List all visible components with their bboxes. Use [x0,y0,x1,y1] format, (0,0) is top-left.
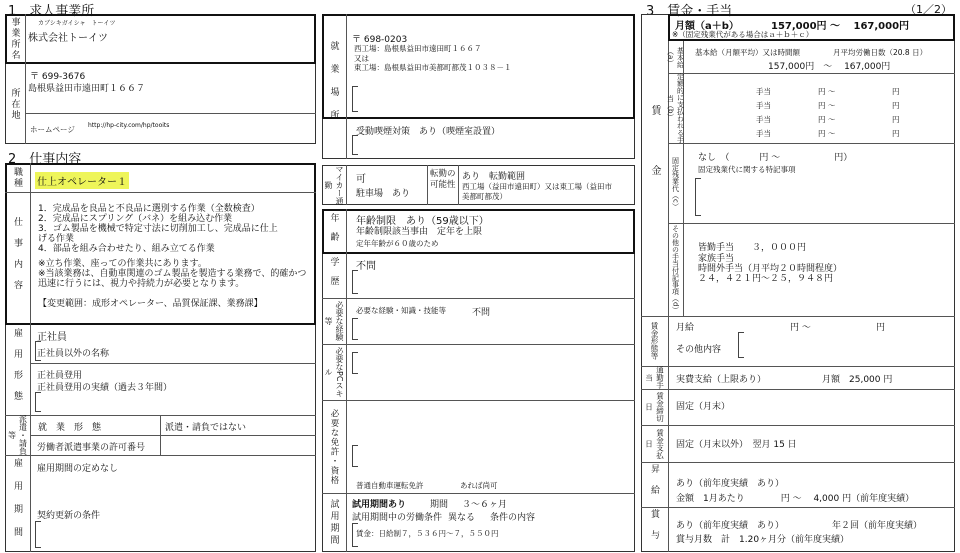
trial-content-label: 条件の内容 [490,513,536,523]
age-basis: 年齢制限該当事由 定年を上限 [356,227,483,237]
commute-max: 月額 25,000 円 [822,375,893,385]
regular-hire-record: 正社員登用の実績（過去３年間） [37,383,173,393]
fixed-allowance-label: 定額的に支払われる手当（b） [666,73,685,143]
occupation-label: 職種 [12,166,22,189]
job-item-3: 3．ゴム製品を機械で特定寸法に切削加工し、完成品に仕上 [38,224,278,234]
section-title-3: 3 賃金・手当 [646,4,733,19]
allowance-2: 手当 [756,101,771,110]
license-label: 必要な免許・資格 [329,408,339,485]
dispatch-form-label: 就 業 形 態 [38,423,102,433]
other-allowance-1: 皆勤手当 ３，０００円 [698,243,807,253]
trial-condition: 試用期間中の労働条件 [352,513,443,523]
wage-form-other: その他内容 [676,345,722,355]
job-note-2: ※当該業務は、自動車関連のゴム製品を製造する業務で、的確かつ [38,269,307,279]
base-amount: 157,000円 ～ 167,000円 [768,62,891,72]
wage-side-label: 賃金 [649,105,660,225]
monthly-label: 月額（a＋b） [675,21,739,32]
workplace-label: 就業場所 [328,40,339,133]
allowance-4-yen2: 円 [892,129,900,138]
workplace-line-2: 又は [354,54,369,63]
workplace-line-3: 東工場：島根県益田市美都町都茂１０３８－１ [354,63,512,72]
trial-value: 試用期間あり [352,500,407,510]
section-title-1: 1 求人事業所 [8,4,95,19]
closing-label: 賃金締切日 [644,392,665,422]
allowance-4: 手当 [756,129,771,138]
age-reason: 定年年齢が６０歳のため [356,239,439,248]
job-item-3b: げる作業 [38,234,75,244]
fixed-overtime-note: 固定残業代に関する特記事項 [698,165,796,174]
employment-other-name: 正社員以外の名称 [37,349,110,359]
dispatch-label: 派遣・請負等 [7,415,28,455]
period-value: 雇用期間の定めなし [37,464,119,474]
education-value: 不問 [356,261,376,272]
office-zip: 〒 699-3676 [30,72,86,82]
wage-form-yen: 円 ～ [790,323,811,333]
fixed-overtime-label: 固定残業代（c） [671,156,680,210]
renew-condition: 契約更新の条件 [37,511,101,521]
allowance-3: 手当 [756,115,771,124]
allowance-2-yen2: 円 [892,101,900,110]
trial-period-label: 期間 [430,500,449,510]
office-kana: カブシキガイシャ トーイツ [38,20,116,27]
mycar-label: マイカー通勤 [324,165,344,205]
page-number: （1／2） [905,3,952,16]
education-label: 学歴 [328,257,339,295]
workplace-zip: 〒 698-0203 [352,35,408,45]
experience-value: 不問 [472,308,491,318]
experience-heading: 必要な経験・知識・技能等 [356,306,446,315]
raise-label: 昇給 [649,463,659,506]
office-address: 島根県益田市遠田町１６６７ [28,84,146,94]
fixed-overtime-value: なし （ 円 ～ 円） [698,153,853,163]
address-label: 所在地 [9,87,20,121]
payday-label: 賃金支払日 [644,428,665,459]
monthly-amount: 157,000円 ～ 167,000円 [771,21,910,32]
homepage-link[interactable]: http://hp-city.com/hp/tooits [88,122,170,129]
homepage-label: ホームページ [30,125,75,134]
allowance-3-yen2: 円 [892,115,900,124]
experience-label: 必要な経験等 [324,301,344,341]
monthly-note: ※（固定残業代がある場合はａ＋ｂ＋ｃ） [672,30,814,39]
dispatch-permit: 労働者派遣事業の許可番号 [37,443,146,453]
trial-period: ３～６ヶ月 [462,500,508,510]
office-name-label: 事業所名 [9,17,20,61]
allowance-1: 手当 [756,87,771,96]
other-allowance-2: 家族手当 [698,254,735,264]
work-days-label: 月平均労働日数（20.8 日） [833,48,928,57]
raise-value: あり（前年度実績 あり） [676,479,785,489]
basic-label: 基本給（a） [666,46,685,68]
section-title-2: 2 仕事内容 [8,152,82,167]
smoking-policy: 受動喫煙対策 あり（喫煙室設置） [356,127,501,137]
job-title: 仕上オペレーター１ [35,172,129,189]
age-label: 年齢 [328,212,339,251]
pc-skill-label: 必要なPCスキル [324,346,344,398]
other-allowance-label: その他の手当付記事項（d） [671,225,680,314]
bonus-months: 賞与月数 計 1.20ヶ月分（前年度実績） [676,535,850,545]
allowance-3-yen: 円 ～ [818,115,836,124]
wage-form: 月給 [676,323,695,333]
job-item-1: 1．完成品を良品と不良品に選別する作業（全数検査） [38,204,260,214]
allowance-2-yen: 円 ～ [818,101,836,110]
commute-value: 実費支給（上限あり） [676,375,767,385]
license-requirement: あれば尚可 [460,481,498,490]
other-allowance-3: 時間外手当（月平均２０時間程度） [698,264,843,274]
regular-hire: 正社員登用 [37,371,83,381]
raise-amount: 金額 1月あたり 円 ～ 4,000 円（前年度実績） [676,494,915,504]
trial-wage: 賃金：日給制７，５３６円～７，５５０円 [356,529,499,538]
license-value: 普通自動車運転免許 [356,481,424,490]
period-label: 雇用期間 [12,457,22,550]
mycar-value: 可 [356,174,366,185]
workplace-line-1: 西工場：島根県益田市遠田町１６６７ [354,44,482,53]
bonus-label: 賞与 [649,508,659,551]
bonus-times: 年２回（前年度実績） [832,521,923,531]
parking: 駐車場 あり [356,189,411,199]
transfer-label: 転勤の可能性 [430,169,456,190]
job-item-4: 4．部品を組み合わせたり、組み立てる作業 [38,244,215,254]
job-item-2: 2．完成品にスプリング（バネ）を組み込む作業 [38,214,233,224]
job-note-1: ※立ち作業、座っての作業共にあります。 [38,259,207,269]
payday-value: 固定（月末以外） 翌月 15 日 [676,440,797,450]
commute-label: 通勤手当 [644,366,665,389]
closing-value: 固定（月末） [676,402,731,412]
job-content-label: 仕事内容 [12,216,22,301]
age-limit: 年齢制限 あり（59歳以下） [356,216,489,227]
wage-form-yen2: 円 [876,323,886,333]
transfer-value: あり 転勤範囲 [462,172,526,182]
office-name: 株式会社トーイツ [28,33,108,44]
employment-label: 雇用形態 [12,328,22,412]
allowance-1-yen2: 円 [892,87,900,96]
bonus-value: あり（前年度実績 あり） [676,521,785,531]
trial-label: 試用期間 [328,498,339,547]
other-allowance-4: ２４，４２１円～２５，９４８円 [698,274,834,284]
allowance-4-yen: 円 ～ [818,129,836,138]
job-note-3: 迅速に行うには、視力や持続力が必要となります。 [38,279,245,289]
job-change-range: 【変更範囲：成形オペレーター、品質保証課、業務課】 [38,299,263,309]
transfer-range: 西工場（益田市遠田町）又は東工場（益田市美都町都茂） [462,182,612,201]
wage-form-label: 賃金形態等 [650,322,659,360]
trial-condition-value: 異なる [448,513,476,523]
employment-type: 正社員 [37,332,67,343]
dispatch-form-value: 派遣・請負ではない [165,423,247,433]
allowance-1-yen: 円 ～ [818,87,836,96]
base-label: 基本給（月額平均）又は時間額 [695,48,800,57]
